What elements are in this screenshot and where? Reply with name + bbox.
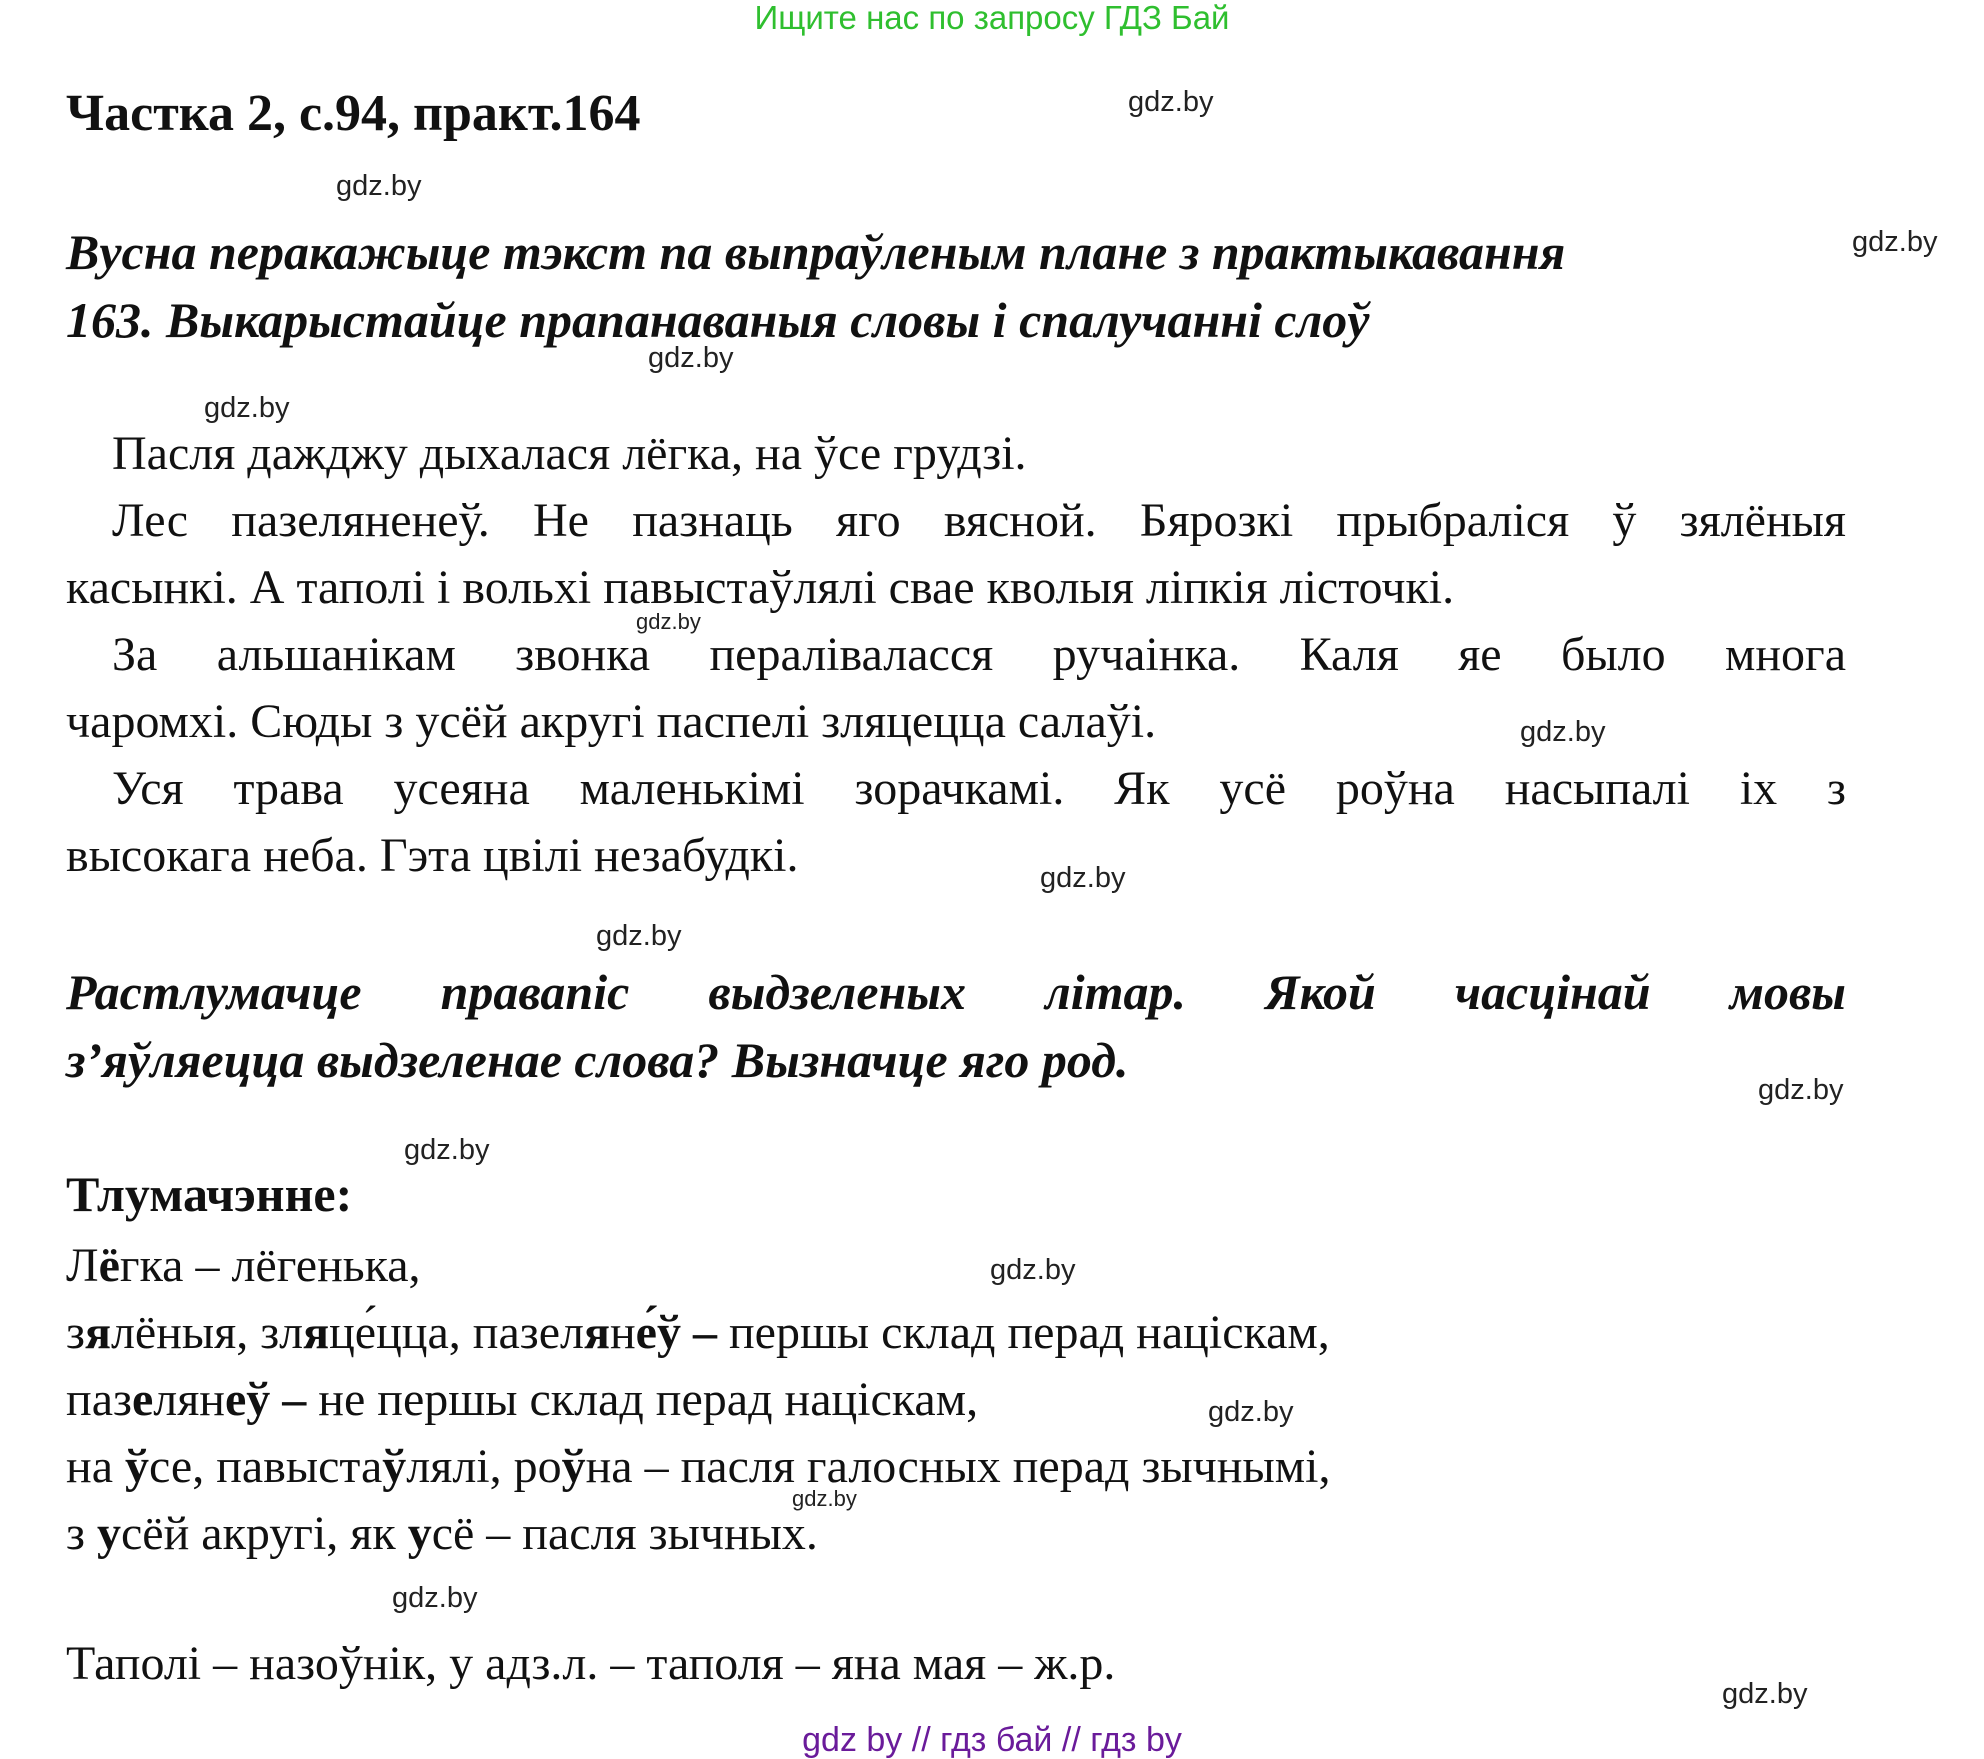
- highlight-letter: у: [96, 1507, 121, 1560]
- task-line: Растлумачце правапіс выдзеленых літар. Якой часцінай мовы: [66, 964, 1846, 1020]
- text-line: высокага неба. Гэта цвілі незабудкі.: [66, 829, 799, 882]
- story-paragraph-2: [66, 487, 1846, 621]
- text-line: касынкі. А таполі і вольхі павыстаўлялі свае кволыя ліпкія лісточкі.: [66, 561, 1455, 614]
- explanation-line: пазелянеў – не першы склад перад націскам,: [66, 1373, 979, 1426]
- highlight-letter: ў: [561, 1440, 586, 1493]
- text-line: чаромхі. Сюды з усёй акругі паспелі зляцецца салаўі.: [66, 695, 1157, 748]
- watermark: gdz.by: [404, 1134, 490, 1166]
- footer-links[interactable]: gdz by // гдз бай // гдз by: [802, 1721, 1182, 1759]
- explanation-heading: Тлумачэнне:: [66, 1166, 353, 1222]
- watermark: gdz.by: [1722, 1678, 1808, 1710]
- task-instruction-retell: [66, 218, 1846, 354]
- page-title: Частка 2, с.94, практ.164: [66, 85, 641, 142]
- highlight-letter: еў: [224, 1373, 271, 1426]
- text-line: Пасля дажджу дыхалася лёгка, на ўсе грудзі.: [112, 427, 1027, 480]
- story-paragraph-1: [66, 420, 1846, 487]
- watermark: gdz.by: [990, 1254, 1076, 1286]
- task-instruction-spelling: [66, 958, 1846, 1094]
- story-paragraph-4: [66, 755, 1846, 889]
- task-line: 163. Выкарыстайце прапанаваныя словы і спалучанні слоў: [66, 292, 1370, 348]
- text-line: Лес пазеляненеў. Не пазнаць яго вясной. Бярозкі прыбраліся ў зялёныя: [112, 494, 1846, 547]
- highlight-letter: ё: [98, 1239, 120, 1292]
- watermark: gdz.by: [636, 609, 701, 634]
- explanation-block: [66, 1232, 1330, 1567]
- watermark: gdz.by: [1208, 1396, 1294, 1428]
- highlight-letter: ў: [125, 1440, 149, 1493]
- explanation-line: Лёгка – лёгенька,: [66, 1239, 421, 1292]
- watermark: gdz.by: [792, 1486, 857, 1511]
- watermark: gdz.by: [336, 170, 422, 202]
- explanation-line: зялёныя, зляце́цца, пазеляне́ў – першы склад перад націскам,: [66, 1306, 1330, 1359]
- highlight-letter: е: [131, 1373, 154, 1426]
- highlight-letter: я: [583, 1306, 610, 1359]
- watermark: gdz.by: [1128, 86, 1214, 118]
- explanation-line: з усёй акругі, як усё – пасля зычных.: [66, 1507, 818, 1560]
- highlight-letter: ў: [382, 1440, 407, 1493]
- watermark: gdz.by: [392, 1582, 478, 1614]
- watermark: gdz.by: [1520, 716, 1606, 748]
- watermark: gdz.by: [596, 920, 682, 952]
- highlight-letter: у: [407, 1507, 432, 1560]
- text-line: Уся трава усеяна маленькімі зорачкамі. Як усё роўна насыпалі іх з: [112, 762, 1846, 815]
- watermark: gdz.by: [1758, 1074, 1844, 1106]
- top-banner[interactable]: Ищите нас по запросу ГДЗ Бай: [754, 0, 1230, 36]
- highlight-letter: я: [84, 1306, 111, 1359]
- highlight-letter: е́ў: [635, 1306, 681, 1359]
- watermark: gdz.by: [648, 342, 734, 374]
- final-answer: Таполі – назоўнік, у адз.л. – таполя – яна мая – ж.р.: [66, 1637, 1116, 1690]
- watermark: gdz.by: [1852, 226, 1938, 258]
- watermark: gdz.by: [1040, 862, 1126, 894]
- task-line: з’яўляецца выдзеленае слова? Вызначце яго род.: [66, 1032, 1129, 1088]
- text-line: За альшанікам звонка пераліваласся ручаінка. Каля яе было многа: [112, 628, 1846, 681]
- watermark: gdz.by: [204, 392, 290, 424]
- highlight-letter: я: [303, 1306, 330, 1359]
- task-line: Вусна перакажыце тэкст па выпраўленым плане з практыкавання: [66, 224, 1566, 280]
- explanation-line: на ўсе, павыстаўлялі, роўна – пасля галосных перад зычнымі,: [66, 1440, 1331, 1493]
